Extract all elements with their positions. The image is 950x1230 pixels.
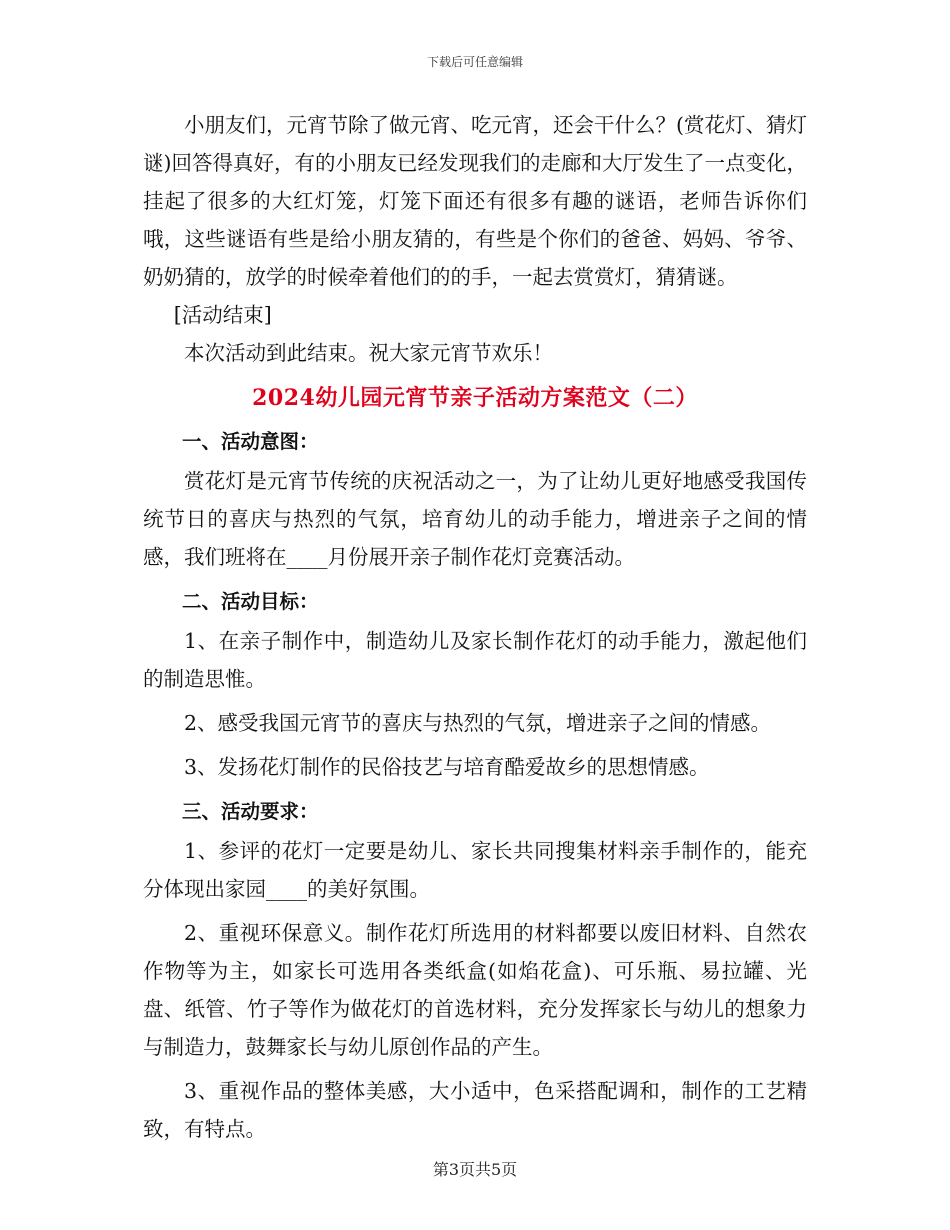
section-heading-goals: 二、活动目标：	[182, 590, 319, 613]
page-header-note: 下载后可任意编辑	[426, 55, 523, 69]
goal-item-1: 1、在亲子制作中，制造幼儿及家长制作花灯的动手能力，激起他们的制造思惟。	[143, 629, 807, 691]
activity-end-label: [活动结束]	[173, 303, 272, 327]
section-heading-intent: 一、活动意图：	[182, 430, 319, 453]
intro-paragraph: 小朋友们，元宵节除了做元宵、吃元宵，还会干什么？(赏花灯、猜灯谜)回答得真好，有的小朋友已经发现我们的走廊和大厅发生了一点变化，挂起了很多的大红灯笼，灯笼下面还有很多有趣的谜语，老师告诉你们哦，这些谜语有些是给小朋友猜的，有些是个你们的爸爸、妈妈、爷爷、奶奶猜的，放学的时候牵着他们的的手，一起去赏赏灯，猜猜谜。	[143, 113, 807, 289]
activity-end-text: 本次活动到此结束。祝大家元宵节欢乐！	[184, 341, 553, 365]
section-heading-requirements: 三、活动要求：	[182, 800, 319, 823]
document-title: 2024幼儿园元宵节亲子活动方案范文（二）	[252, 385, 698, 411]
document-body	[143, 106, 807, 1148]
requirement-item-1: 1、参评的花灯一定要是幼儿、家长共同搜集材料亲手制作的，能充分体现出家园____的美好氛围。	[143, 839, 807, 901]
requirement-item-2: 2、重视环保意义。制作花灯所选用的材料都要以废旧材料、自然农作物等为主，如家长可选用各类纸盒(如焰花盒)、可乐瓶、易拉罐、光盘、纸管、竹子等作为做花灯的首选材料，充分发挥家长与幼儿的想象力与制造力，鼓舞家长与幼儿原创作品的产生。	[143, 921, 807, 1059]
page-number-footer: 第3页共5页	[432, 1160, 518, 1179]
requirement-item-3: 3、重视作品的整体美感，大小适中，色采搭配调和，制作的工艺精致，有特点。	[143, 1079, 807, 1141]
goal-item-2: 2、感受我国元宵节的喜庆与热烈的气氛，增进亲子之间的情感。	[184, 711, 772, 735]
goal-item-3: 3、发扬花灯制作的民俗技艺与培育酷爱故乡的思想情感。	[184, 755, 710, 779]
section-paragraph-intent: 赏花灯是元宵节传统的庆祝活动之一，为了让幼儿更好地感受我国传统节日的喜庆与热烈的气氛，培育幼儿的动手能力，增进亲子之间的情感，我们班将在____月份展开亲子制作花灯竞赛活动。	[143, 469, 807, 569]
